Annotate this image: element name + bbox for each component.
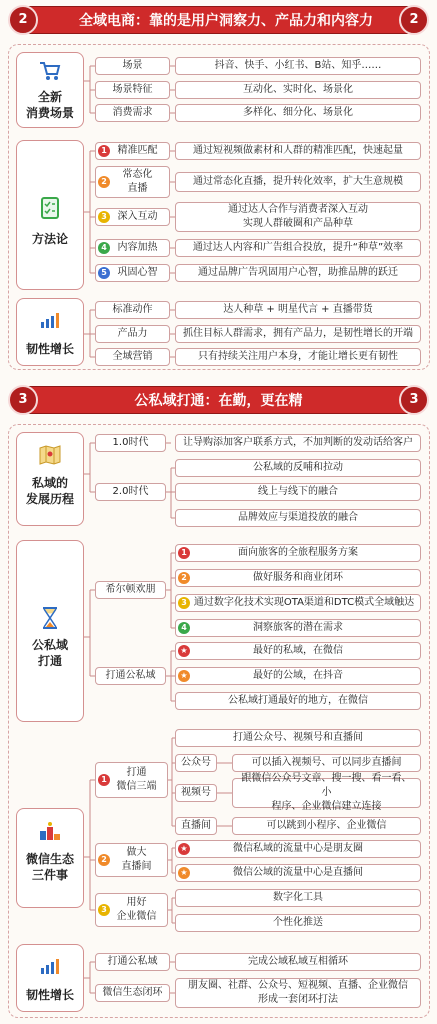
hourglass-icon bbox=[41, 607, 59, 629]
row-description: 通过短视频做素材和人群的精准匹配，快速起量 bbox=[175, 142, 421, 160]
row-label-text: 深入互动 bbox=[117, 211, 158, 222]
row-label-text: 精准匹配 bbox=[117, 145, 158, 156]
connect-item-text: 最好的私域，在微信 bbox=[253, 645, 343, 656]
section-number-badge: 3 bbox=[399, 385, 429, 415]
case-item-text: 洞察旅客的潜在需求 bbox=[253, 622, 343, 633]
step-number-badge: 5 bbox=[98, 267, 110, 279]
star-marker-icon: ★ bbox=[178, 670, 190, 682]
category-resilient-growth bbox=[16, 944, 84, 1012]
row-description: 抓住目标人群需求，拥有产品力，是韧性增长的开端 bbox=[175, 325, 421, 343]
channel-label: 公众号 bbox=[175, 754, 217, 772]
row-label: 标准动作 bbox=[95, 301, 170, 319]
row-description: 完成公域私域互相循环 bbox=[175, 953, 421, 971]
row-description: 朋友圈、社群、公众号、短视频、直播、企业微信 形成一套闭环打法 bbox=[175, 978, 421, 1008]
star-marker-icon: ★ bbox=[178, 843, 190, 855]
section-number-badge: 2 bbox=[8, 5, 38, 35]
step-item: 打通公众号、视频号和直播间 bbox=[175, 729, 421, 747]
category-public-private-connect bbox=[16, 540, 84, 722]
category-methodology bbox=[16, 140, 84, 290]
row-description: 达人种草 + 明星代言 + 直播带货 bbox=[175, 301, 421, 319]
case-item-text: 通过数字化技术实现OTA渠道和DTC模式全域触达 bbox=[193, 597, 415, 608]
channel-label: 视频号 bbox=[175, 784, 217, 802]
growth-chart-icon bbox=[39, 311, 61, 329]
star-marker-icon: ★ bbox=[178, 645, 190, 657]
row-description: 只有持续关注用户本身，才能让增长更有韧性 bbox=[175, 348, 421, 366]
category-private-domain-history bbox=[16, 432, 84, 526]
row-label: 微信生态闭环 bbox=[95, 984, 170, 1002]
row-description: 互动化、实时化、场景化 bbox=[175, 81, 421, 99]
row-label: 场景 bbox=[95, 57, 170, 75]
star-marker-icon: ★ bbox=[178, 867, 190, 879]
row-label-text: 常态化 直播 bbox=[122, 169, 153, 194]
case-item-text: 面向旅客的全旅程服务方案 bbox=[238, 547, 358, 558]
channel-label: 直播间 bbox=[175, 817, 217, 835]
category-resilient-growth bbox=[16, 298, 84, 366]
category-label: 微信生态 三件事 bbox=[25, 852, 74, 882]
step-item bbox=[175, 840, 421, 858]
category-label: 私域的 发展历程 bbox=[25, 476, 74, 506]
era-item: 线上与线下的融合 bbox=[175, 483, 421, 501]
step-number-badge: 2 bbox=[178, 572, 190, 584]
connect-item bbox=[175, 667, 421, 685]
row-label-text: 巩固心智 bbox=[117, 267, 158, 278]
era-item: 品牌效应与渠道投放的融合 bbox=[175, 509, 421, 527]
step-label-text: 用好 企业微信 bbox=[116, 897, 157, 922]
step-number-badge: 4 bbox=[98, 242, 110, 254]
step-item-text: 微信公域的流量中心是直播间 bbox=[233, 867, 363, 878]
row-description: 通过达人合作与消费者深入互动 实现人群破圈和产品种草 bbox=[175, 202, 421, 232]
growth-chart-icon bbox=[39, 957, 61, 975]
row-label-text: 内容加热 bbox=[117, 242, 158, 253]
category-label: 韧性增长 bbox=[25, 342, 74, 356]
step-item: 数字化工具 bbox=[175, 889, 421, 907]
section-number-badge: 3 bbox=[8, 385, 38, 415]
step-item: 个性化推送 bbox=[175, 914, 421, 932]
checklist-icon bbox=[40, 197, 60, 219]
step-number-badge: 3 bbox=[98, 904, 110, 916]
section-header bbox=[20, 6, 417, 34]
case-item bbox=[175, 619, 421, 637]
shopping-cart-icon bbox=[39, 61, 61, 81]
row-description: 通过常态化直播，提升转化效率，扩大生意规模 bbox=[175, 172, 421, 192]
step-number-badge: 2 bbox=[98, 176, 110, 188]
connect-item-text: 最好的公域，在抖音 bbox=[253, 670, 343, 681]
category-label: 方法论 bbox=[31, 232, 68, 246]
era-label: 2.0时代 bbox=[95, 483, 166, 501]
step-number-badge: 1 bbox=[98, 774, 110, 786]
section-title: 全域电商：靠的是用户洞察力、产品力和内容力 bbox=[79, 13, 373, 29]
connect-item bbox=[175, 642, 421, 660]
row-description: 通过品牌广告巩固用户心智，助推品牌的跃迁 bbox=[175, 264, 421, 282]
step-item bbox=[175, 864, 421, 882]
category-label: 公私域 打通 bbox=[31, 638, 68, 668]
step-number-badge: 3 bbox=[98, 211, 110, 223]
category-new-consumption-scene bbox=[16, 52, 84, 128]
connect-item: 公私域打通最好的地方，在微信 bbox=[175, 692, 421, 710]
case-item-text: 做好服务和商业闭环 bbox=[253, 572, 343, 583]
step-number-badge: 1 bbox=[178, 547, 190, 559]
step-item-text: 微信私域的流量中心是朋友圈 bbox=[233, 843, 363, 854]
era-item: 公私域的反哺和拉动 bbox=[175, 459, 421, 477]
era-label: 1.0时代 bbox=[95, 434, 166, 452]
step-label-text: 打通 微信三端 bbox=[116, 767, 157, 792]
row-description: 通过达人内容和广告组合投放，提升“种草”效率 bbox=[175, 239, 421, 257]
case-item bbox=[175, 544, 421, 562]
map-icon bbox=[39, 445, 61, 465]
step-label-text: 做大 直播间 bbox=[121, 847, 152, 872]
case-item bbox=[175, 569, 421, 587]
podium-icon bbox=[39, 821, 61, 841]
step-number-badge: 4 bbox=[178, 622, 190, 634]
row-label: 打通公私域 bbox=[95, 953, 170, 971]
row-description: 抖音、快手、小红书、B站、知乎…… bbox=[175, 57, 421, 75]
case-label: 打通公私域 bbox=[95, 667, 166, 685]
category-label: 韧性增长 bbox=[25, 988, 74, 1002]
row-description: 多样化、细分化、场景化 bbox=[175, 104, 421, 122]
case-label: 希尔顿欢朋 bbox=[95, 581, 166, 599]
section-header bbox=[20, 386, 417, 414]
case-item bbox=[175, 594, 421, 612]
channel-description: 可以跳到小程序、企业微信 bbox=[232, 817, 421, 835]
channel-description: 可以插入视频号、可以同步直播间 bbox=[232, 754, 421, 772]
step-number-badge: 3 bbox=[178, 597, 190, 609]
step-number-badge: 2 bbox=[98, 854, 110, 866]
row-label: 产品力 bbox=[95, 325, 170, 343]
channel-description: 跟微信公众号文章、搜一搜、看一看、小 程序、企业微信建立连接 bbox=[232, 778, 421, 808]
step-number-badge: 1 bbox=[98, 145, 110, 157]
row-label: 场景特征 bbox=[95, 81, 170, 99]
row-label: 消费需求 bbox=[95, 104, 170, 122]
row-label: 全域营销 bbox=[95, 348, 170, 366]
era-description: 让导购添加客户联系方式，不加判断的发动话给客户 bbox=[175, 434, 421, 452]
category-wechat-ecosystem bbox=[16, 808, 84, 908]
section-number-badge: 2 bbox=[399, 5, 429, 35]
category-label: 全新 消费场景 bbox=[25, 90, 74, 120]
section-title: 公私域打通：在勤，更在精 bbox=[134, 393, 303, 409]
